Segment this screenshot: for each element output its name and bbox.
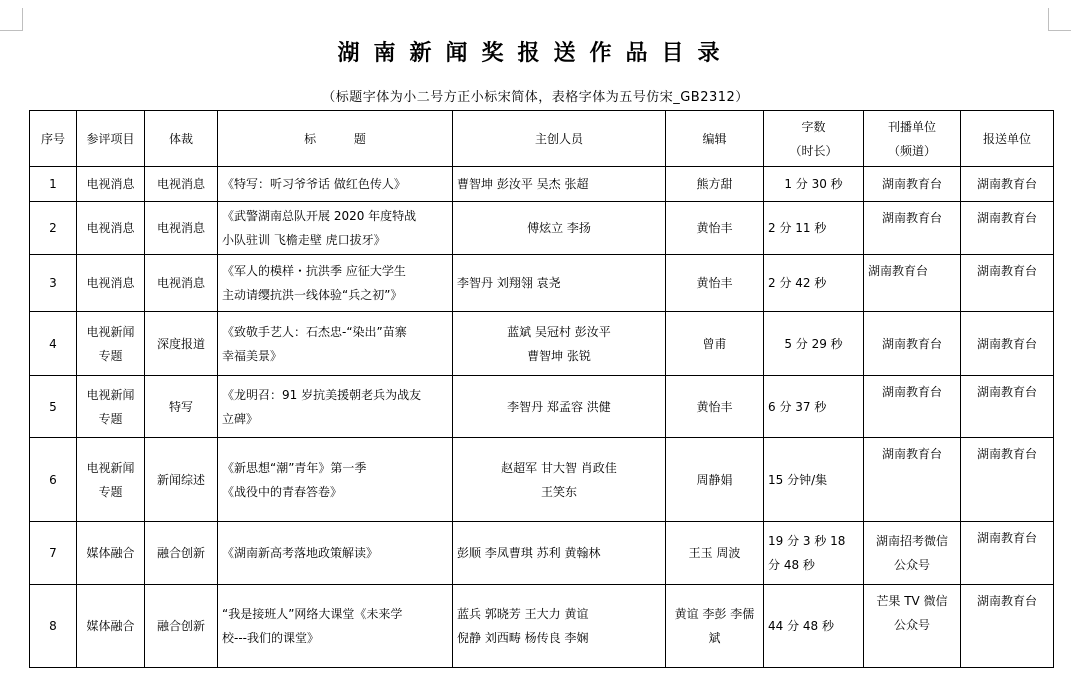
cell-title: 《武警湖南总队开展 2020 年度特战 小队驻训 飞檐走壁 虎口拔牙》 [218,202,453,255]
header-project: 参评项目 [77,111,145,167]
cell-submitter: 湖南教育台 [961,255,1054,312]
cell-project: 电视消息 [77,255,145,312]
cell-creators: 蓝兵 郭晓芳 王大力 黄谊 倪静 刘西畴 杨传良 李娴 [453,585,666,668]
header-publisher-line-1: 刊播单位 [887,119,936,134]
cell-length: 2 分 42 秒 [764,255,864,312]
font-note: （标题字体为小二号方正小标宋简体，表格字体为五号仿宋_GB2312） [322,90,749,105]
table-row [30,376,1054,438]
cell-editor: 熊方甜 [666,167,764,202]
cell-editor: 黄怡丰 [666,255,764,312]
header-length-line-1: 字数 [801,119,826,134]
cell-seq: 2 [30,202,77,255]
cell-length: 19 分 3 秒 18 分 48 秒 [764,522,864,585]
header-genre: 体裁 [145,111,218,167]
header-editor: 编辑 [666,111,764,167]
cell-title: 《湖南新高考落地政策解读》 [218,522,453,585]
header-publisher-line-2: （频道） [887,143,936,158]
cell-title: 《龙明召：91 岁抗美援朝老兵为战友 立碑》 [218,376,453,438]
cell-editor: 黄怡丰 [666,202,764,255]
cell-length: 15 分钟/集 [764,438,864,522]
cell-genre: 特写 [145,376,218,438]
cell-publisher: 湖南招考微信 公众号 [864,522,961,585]
page-corner-mark-top-right [1048,8,1071,31]
cell-submitter: 湖南教育台 [961,585,1054,668]
cell-creators: 蓝斌 吴冠村 彭汝平 曹智坤 张锐 [453,312,666,376]
cell-publisher: 湖南教育台 [864,255,961,312]
cell-editor: 黄谊 李彭 李儒 斌 [666,585,764,668]
cell-genre: 新闻综述 [145,438,218,522]
header-length-line-2: （时长） [789,143,838,158]
header-submitter: 报送单位 [961,111,1054,167]
table-row [30,438,1054,522]
cell-publisher: 湖南教育台 [864,167,961,202]
cell-submitter: 湖南教育台 [961,202,1054,255]
header-title-char-2: 题 [353,131,366,146]
cell-seq: 8 [30,585,77,668]
table-row [30,167,1054,202]
cell-seq: 6 [30,438,77,522]
header-title [218,111,453,167]
cell-creators: 李智丹 郑孟容 洪健 [453,376,666,438]
table-row [30,522,1054,585]
cell-length: 5 分 29 秒 [764,312,864,376]
cell-length: 2 分 11 秒 [764,202,864,255]
cell-publisher: 湖南教育台 [864,376,961,438]
cell-creators: 曹智坤 彭汝平 吴杰 张超 [453,167,666,202]
cell-project: 媒体融合 [77,585,145,668]
cell-submitter: 湖南教育台 [961,522,1054,585]
cell-editor: 王玉 周波 [666,522,764,585]
cell-seq: 1 [30,167,77,202]
header-seq: 序号 [30,111,77,167]
cell-editor: 黄怡丰 [666,376,764,438]
table-row [30,202,1054,255]
cell-length: 6 分 37 秒 [764,376,864,438]
header-creators: 主创人员 [453,111,666,167]
cell-creators: 李智丹 刘翔翎 袁尧 [453,255,666,312]
table-row [30,312,1054,376]
cell-length: 44 分 48 秒 [764,585,864,668]
header-row [30,111,1054,167]
cell-genre: 融合创新 [145,585,218,668]
cell-project: 媒体融合 [77,522,145,585]
cell-submitter: 湖南教育台 [961,167,1054,202]
cell-title: 《致敬手艺人：石杰忠-“染出”苗寨 幸福美景》 [218,312,453,376]
cell-seq: 7 [30,522,77,585]
cell-project: 电视新闻 专题 [77,438,145,522]
cell-genre: 电视消息 [145,255,218,312]
cell-project: 电视新闻 专题 [77,312,145,376]
cell-genre: 深度报道 [145,312,218,376]
cell-publisher: 湖南教育台 [864,312,961,376]
cell-genre: 融合创新 [145,522,218,585]
header-length [764,111,864,167]
cell-seq: 5 [30,376,77,438]
cell-project: 电视消息 [77,202,145,255]
cell-title: “我是接班人”网络大课堂《未来学 校---我们的课堂》 [218,585,453,668]
cell-publisher: 湖南教育台 [864,438,961,522]
cell-length: 1 分 30 秒 [764,167,864,202]
cell-submitter: 湖南教育台 [961,438,1054,522]
cell-genre: 电视消息 [145,202,218,255]
cell-creators: 赵超军 甘大智 肖政佳 王笑东 [453,438,666,522]
cell-project: 电视新闻 专题 [77,376,145,438]
header-title-char-1: 标 [304,131,317,146]
cell-creators: 彭顺 李凤曹琪 苏利 黄翰林 [453,522,666,585]
cell-submitter: 湖南教育台 [961,376,1054,438]
cell-project: 电视消息 [77,167,145,202]
cell-title: 《特写：听习爷爷话 做红色传人》 [218,167,453,202]
cell-submitter: 湖南教育台 [961,312,1054,376]
cell-genre: 电视消息 [145,167,218,202]
table-row [30,255,1054,312]
table-row [30,585,1054,668]
cell-editor: 曾甫 [666,312,764,376]
cell-publisher: 湖南教育台 [864,202,961,255]
document-title: 湖南新闻奖报送作品目录 [337,40,734,66]
cell-title: 《军人的模样・抗洪季 应征大学生 主动请缨抗洪一线体验“兵之初”》 [218,255,453,312]
cell-publisher: 芒果 TV 微信 公众号 [864,585,961,668]
cell-editor: 周静娟 [666,438,764,522]
cell-creators: 傅炫立 李扬 [453,202,666,255]
page-corner-mark-top-left [0,8,23,31]
cell-seq: 3 [30,255,77,312]
cell-title: 《新思想“潮”青年》第一季 《战役中的青春答卷》 [218,438,453,522]
header-publisher [864,111,961,167]
cell-seq: 4 [30,312,77,376]
submission-table [29,110,1054,668]
